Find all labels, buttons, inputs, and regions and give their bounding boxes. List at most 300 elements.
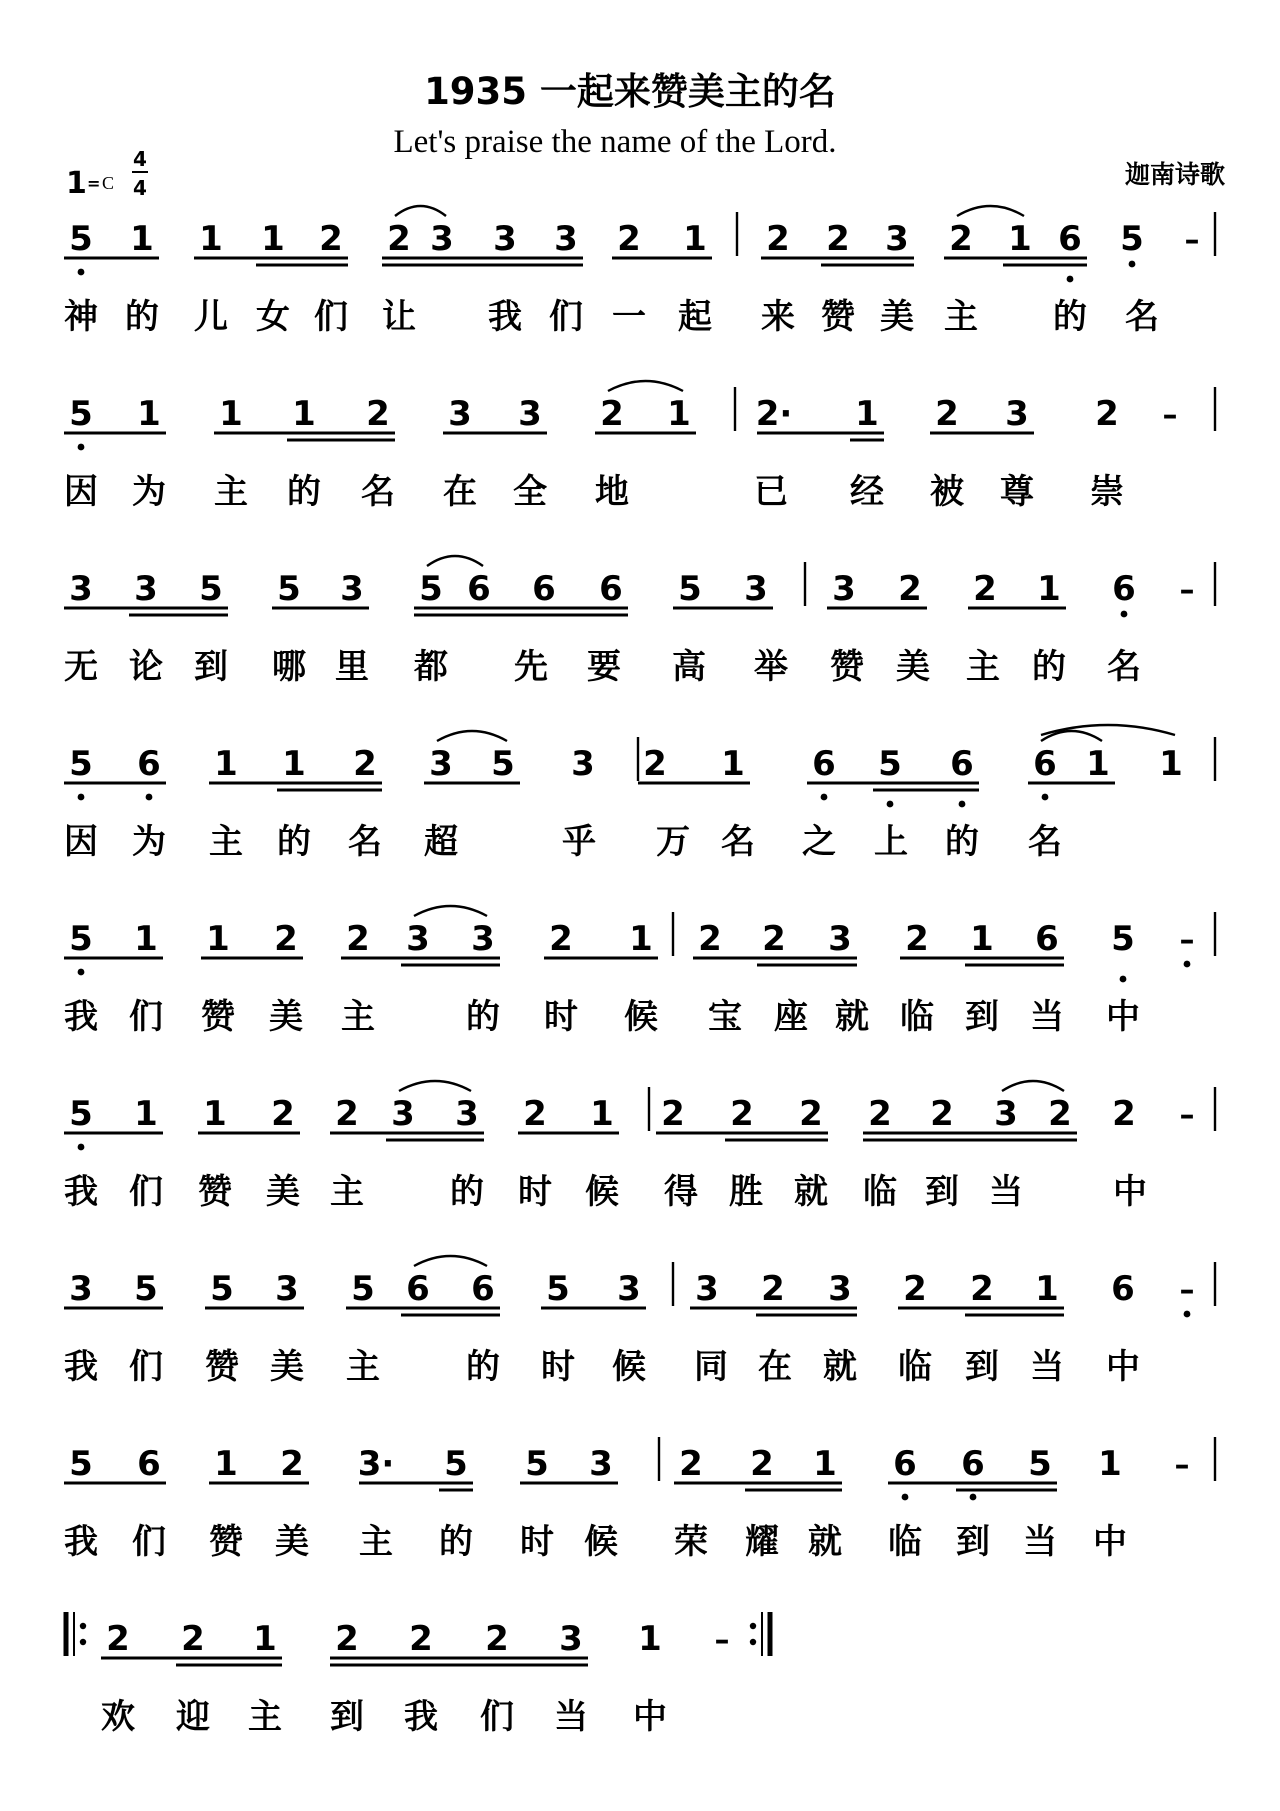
octave-dot xyxy=(1067,276,1074,283)
lyric: 临 xyxy=(863,1172,897,1212)
lyric: 乎 xyxy=(562,822,596,862)
lyric: 的 xyxy=(450,1172,484,1212)
note: 1 xyxy=(667,394,691,434)
slur xyxy=(1002,1081,1064,1091)
note: 5 xyxy=(69,744,93,784)
note: 1 xyxy=(1159,744,1183,784)
lyric: 已 xyxy=(754,472,788,512)
note: 2 xyxy=(730,1094,754,1134)
note: 1 xyxy=(214,1444,238,1484)
lyric: 主 xyxy=(214,472,248,512)
note: 2 xyxy=(366,394,390,434)
note: 5 xyxy=(546,1269,570,1309)
key-equals: = xyxy=(87,174,101,193)
lyric: 时 xyxy=(541,1347,575,1387)
score-row xyxy=(64,569,1195,687)
note: 3 xyxy=(391,1094,415,1134)
lyric: 主 xyxy=(248,1697,282,1737)
lyric: 当 xyxy=(1030,1347,1064,1387)
note: 1 xyxy=(1035,1269,1059,1309)
time-numerator: 4 xyxy=(133,147,147,171)
note: 5 xyxy=(1111,919,1135,959)
lyric: 荣 xyxy=(674,1522,708,1562)
note: 3 xyxy=(589,1444,613,1484)
note: 3 xyxy=(994,1094,1018,1134)
lyric: 我 xyxy=(404,1697,438,1737)
lyric: 到 xyxy=(965,997,999,1037)
lyric: 让 xyxy=(382,297,416,337)
lyric: 主 xyxy=(966,647,1000,687)
note: 1 xyxy=(1086,744,1110,784)
lyric: 名 xyxy=(1107,647,1141,687)
lyric: 美 xyxy=(275,1522,309,1562)
sustain-dash: – xyxy=(1184,223,1200,258)
note: 2 xyxy=(868,1094,892,1134)
note: 3 xyxy=(448,394,472,434)
note: 3 xyxy=(571,744,595,784)
note: 3 xyxy=(406,919,430,959)
lyric: 耀 xyxy=(745,1522,779,1562)
lyric: 里 xyxy=(335,647,369,687)
note: 2 xyxy=(679,1444,703,1484)
song-title: 1935 一起来赞美主的名 xyxy=(424,70,836,113)
lyric: 因 xyxy=(64,822,98,862)
lyric: 的 xyxy=(287,472,321,512)
lyric: 在 xyxy=(443,472,477,512)
lyric: 当 xyxy=(1023,1522,1057,1562)
note: 3 xyxy=(885,219,909,259)
lyric: 尊 xyxy=(1000,472,1034,512)
lyric: 上 xyxy=(874,822,908,862)
note: 2 xyxy=(750,1444,774,1484)
lyric: 主 xyxy=(330,1172,364,1212)
lyric: 我 xyxy=(488,297,522,337)
lyric: 美 xyxy=(270,1347,304,1387)
slur xyxy=(399,1081,471,1091)
lyric: 们 xyxy=(314,297,348,337)
note: 3 xyxy=(455,1094,479,1134)
octave-dot xyxy=(887,801,894,808)
repeat-dot xyxy=(750,1639,756,1645)
lyric: 的 xyxy=(466,997,500,1037)
note: 6 xyxy=(406,1269,430,1309)
lyric: 的 xyxy=(277,822,311,862)
lyric: 中 xyxy=(1093,1522,1127,1562)
lyric: 就 xyxy=(835,997,869,1037)
lyric: 美 xyxy=(896,647,930,687)
note: 6 xyxy=(137,744,161,784)
note: 5 xyxy=(199,569,223,609)
lyric: 们 xyxy=(129,1172,163,1212)
lyric: 赞 xyxy=(209,1522,243,1562)
note: 2 xyxy=(661,1094,685,1134)
lyric: 到 xyxy=(965,1347,999,1387)
note: 5 xyxy=(419,569,443,609)
lyric: 到 xyxy=(925,1172,959,1212)
lyric: 无 xyxy=(64,647,98,687)
octave-dot xyxy=(1184,961,1191,968)
lyric: 我 xyxy=(64,1522,98,1562)
note: 2 xyxy=(617,219,641,259)
octave-dot xyxy=(146,794,153,801)
note: 2· xyxy=(755,394,793,434)
note: 1 xyxy=(1098,1444,1122,1484)
lyric: 到 xyxy=(194,647,228,687)
lyric: 我 xyxy=(64,1347,98,1387)
note: 2 xyxy=(761,1269,785,1309)
note: 3 xyxy=(554,219,578,259)
lyric: 美 xyxy=(880,297,914,337)
note: 6 xyxy=(1035,919,1059,959)
lyric: 赞 xyxy=(205,1347,239,1387)
sustain-dash: – xyxy=(1162,398,1178,433)
slur xyxy=(395,206,446,216)
note: 5 xyxy=(69,219,93,259)
note: 1 xyxy=(721,744,745,784)
lyric: 都 xyxy=(414,647,448,687)
lyric: 论 xyxy=(129,647,163,687)
note: 2 xyxy=(698,919,722,959)
lyric: 同 xyxy=(694,1347,728,1387)
score-row xyxy=(64,1269,1195,1387)
note: 3 xyxy=(69,1269,93,1309)
sustain-dash: – xyxy=(714,1623,730,1658)
note: 5 xyxy=(69,1444,93,1484)
lyric: 之 xyxy=(802,822,836,862)
score-row xyxy=(64,919,1195,1037)
note: 3 xyxy=(1005,394,1029,434)
lyric: 中 xyxy=(1106,997,1140,1037)
note: 6 xyxy=(1058,219,1082,259)
note: 2 xyxy=(898,569,922,609)
note: 6 xyxy=(950,744,974,784)
note: 1 xyxy=(261,219,285,259)
lyric: 候 xyxy=(584,1522,618,1562)
note: 5 xyxy=(444,1444,468,1484)
octave-dot xyxy=(78,269,85,276)
lyric: 名 xyxy=(1125,297,1159,337)
note: 3· xyxy=(357,1444,395,1484)
lyric: 欢 xyxy=(101,1697,135,1737)
note: 1 xyxy=(683,219,707,259)
lyric: 临 xyxy=(898,1347,932,1387)
octave-dot xyxy=(78,794,85,801)
lyric: 超 xyxy=(424,822,458,862)
note: 2 xyxy=(935,394,959,434)
key-tonic: 1 xyxy=(66,166,87,201)
lyric: 候 xyxy=(612,1347,646,1387)
lyric: 的 xyxy=(125,297,159,337)
lyric: 赞 xyxy=(821,297,855,337)
lyric: 胜 xyxy=(729,1172,763,1212)
lyric: 宝 xyxy=(708,997,742,1037)
note: 6 xyxy=(812,744,836,784)
note: 1 xyxy=(137,394,161,434)
lyric: 候 xyxy=(585,1172,619,1212)
score-row xyxy=(101,1619,730,1737)
song-subtitle: Let's praise the name of the Lord. xyxy=(393,124,837,160)
note: 5 xyxy=(1028,1444,1052,1484)
lyric: 主 xyxy=(346,1347,380,1387)
note: 1 xyxy=(199,219,223,259)
note: 3 xyxy=(471,919,495,959)
octave-dot xyxy=(78,444,85,451)
lyric: 临 xyxy=(900,997,934,1037)
lyric: 临 xyxy=(888,1522,922,1562)
note: 1 xyxy=(253,1619,277,1659)
lyric: 先 xyxy=(514,647,548,687)
lyric: 神 xyxy=(64,297,98,337)
lyric: 名 xyxy=(348,822,382,862)
lyric: 就 xyxy=(808,1522,842,1562)
octave-dot xyxy=(78,1144,85,1151)
note: 2 xyxy=(766,219,790,259)
lyric: 被 xyxy=(930,472,964,512)
lyric: 来 xyxy=(761,297,795,337)
lyric: 起 xyxy=(678,297,712,337)
octave-dot xyxy=(78,969,85,976)
note: 6 xyxy=(961,1444,985,1484)
lyric: 因 xyxy=(64,472,98,512)
lyric: 地 xyxy=(595,472,629,512)
lyric: 赞 xyxy=(198,1172,232,1212)
lyric: 为 xyxy=(132,472,166,512)
note: 2 xyxy=(523,1094,547,1134)
note: 1 xyxy=(214,744,238,784)
repeat-dot xyxy=(80,1639,86,1645)
slur xyxy=(414,1256,487,1266)
note: 2 xyxy=(280,1444,304,1484)
note: 1 xyxy=(813,1444,837,1484)
lyric: 得 xyxy=(664,1172,698,1212)
lyric: 举 xyxy=(754,647,788,687)
note: 2 xyxy=(106,1619,130,1659)
lyric: 名 xyxy=(361,472,395,512)
note: 1 xyxy=(638,1619,662,1659)
sustain-dash: – xyxy=(1179,1098,1195,1133)
note: 2 xyxy=(905,919,929,959)
slur xyxy=(427,556,483,566)
time-denominator: 4 xyxy=(133,176,147,200)
key-letter: C xyxy=(102,173,115,193)
note: 3 xyxy=(493,219,517,259)
octave-dot xyxy=(902,1494,909,1501)
note: 2 xyxy=(762,919,786,959)
lyric: 时 xyxy=(544,997,578,1037)
note: 6 xyxy=(137,1444,161,1484)
note: 1 xyxy=(590,1094,614,1134)
note: 5 xyxy=(69,919,93,959)
note: 1 xyxy=(292,394,316,434)
lyric: 美 xyxy=(269,997,303,1037)
lyric: 崇 xyxy=(1090,472,1124,512)
lyric: 时 xyxy=(518,1172,552,1212)
note: 2 xyxy=(346,919,370,959)
lyric: 主 xyxy=(944,297,978,337)
lyric: 哪 xyxy=(272,647,306,687)
note: 2 xyxy=(600,394,624,434)
note: 1 xyxy=(203,1094,227,1134)
octave-dot xyxy=(1121,611,1128,618)
note: 5 xyxy=(491,744,515,784)
score-row xyxy=(64,1094,1195,1212)
note: 2 xyxy=(485,1619,509,1659)
note: 3 xyxy=(695,1269,719,1309)
note: 1 xyxy=(970,919,994,959)
note: 5 xyxy=(134,1269,158,1309)
note: 3 xyxy=(340,569,364,609)
sustain-dash: – xyxy=(1179,573,1195,608)
note: 2 xyxy=(1095,394,1119,434)
lyric: 美 xyxy=(266,1172,300,1212)
note: 5 xyxy=(210,1269,234,1309)
sustain-dash: – xyxy=(1174,1448,1190,1483)
lyric: 候 xyxy=(624,997,658,1037)
note: 2 xyxy=(387,219,411,259)
lyric: 名 xyxy=(721,822,755,862)
lyric: 到 xyxy=(330,1697,364,1737)
score-row xyxy=(64,219,1200,337)
lyric: 的 xyxy=(1053,297,1087,337)
note: 2 xyxy=(930,1094,954,1134)
note: 5 xyxy=(69,1094,93,1134)
note: 3 xyxy=(828,919,852,959)
lyric: 名 xyxy=(1028,822,1062,862)
note: 1 xyxy=(629,919,653,959)
lyric: 们 xyxy=(129,997,163,1037)
lyric: 们 xyxy=(132,1522,166,1562)
score-rows xyxy=(64,206,1215,1737)
note: 1 xyxy=(282,744,306,784)
octave-dot xyxy=(1129,261,1136,268)
note: 2 xyxy=(274,919,298,959)
lyric: 主 xyxy=(359,1522,393,1562)
note: 1 xyxy=(1008,219,1032,259)
slur xyxy=(957,206,1024,216)
lyric: 我 xyxy=(64,1172,98,1212)
key-signature xyxy=(66,147,148,201)
sustain-dash: – xyxy=(1179,1273,1195,1308)
note: 3 xyxy=(832,569,856,609)
repeat-dot xyxy=(750,1623,756,1629)
note: 5 xyxy=(878,744,902,784)
lyric: 们 xyxy=(129,1347,163,1387)
note: 2 xyxy=(973,569,997,609)
lyric: 主 xyxy=(341,997,375,1037)
note: 2 xyxy=(353,744,377,784)
lyric: 主 xyxy=(209,822,243,862)
lyric: 中 xyxy=(1106,1347,1140,1387)
note: 6 xyxy=(532,569,556,609)
note: 6 xyxy=(1112,569,1136,609)
octave-dot xyxy=(1184,1311,1191,1318)
lyric: 赞 xyxy=(201,997,235,1037)
note: 3 xyxy=(828,1269,852,1309)
note: 3 xyxy=(69,569,93,609)
lyric: 儿 xyxy=(194,297,228,337)
octave-dot xyxy=(970,1494,977,1501)
note: 6 xyxy=(1033,744,1057,784)
sustain-dash: – xyxy=(1179,923,1195,958)
note: 6 xyxy=(467,569,491,609)
octave-dot xyxy=(1042,794,1049,801)
note: 5 xyxy=(678,569,702,609)
lyric: 在 xyxy=(758,1347,792,1387)
note: 2 xyxy=(1048,1094,1072,1134)
lyric: 为 xyxy=(132,822,166,862)
lyric: 一 xyxy=(612,297,646,337)
note: 1 xyxy=(1037,569,1061,609)
note: 2 xyxy=(903,1269,927,1309)
octave-dot xyxy=(959,801,966,808)
lyric: 的 xyxy=(945,822,979,862)
repeat-dot xyxy=(80,1623,86,1629)
note: 2 xyxy=(949,219,973,259)
note: 3 xyxy=(518,394,542,434)
note: 3 xyxy=(429,744,453,784)
source-credit: 迦南诗歌 xyxy=(1124,160,1225,189)
lyric: 赞 xyxy=(830,647,864,687)
lyric: 当 xyxy=(989,1172,1023,1212)
note: 5 xyxy=(1120,219,1144,259)
note: 2 xyxy=(1112,1094,1136,1134)
note: 1 xyxy=(206,919,230,959)
note: 3 xyxy=(134,569,158,609)
lyric: 时 xyxy=(520,1522,554,1562)
note: 6 xyxy=(1111,1269,1135,1309)
note: 3 xyxy=(275,1269,299,1309)
note: 2 xyxy=(970,1269,994,1309)
note: 2 xyxy=(335,1619,359,1659)
lyric: 到 xyxy=(956,1522,990,1562)
lyric: 女 xyxy=(256,297,290,337)
lyric: 全 xyxy=(513,472,547,512)
note: 1 xyxy=(855,394,879,434)
note: 2 xyxy=(335,1094,359,1134)
note: 2 xyxy=(549,919,573,959)
note: 2 xyxy=(271,1094,295,1134)
note: 1 xyxy=(219,394,243,434)
lyric: 就 xyxy=(794,1172,828,1212)
octave-dot xyxy=(1120,976,1127,983)
slur xyxy=(437,731,507,741)
score-row xyxy=(64,744,1183,862)
lyric: 的 xyxy=(439,1522,473,1562)
note: 3 xyxy=(744,569,768,609)
note: 6 xyxy=(893,1444,917,1484)
note: 1 xyxy=(130,219,154,259)
lyric: 迎 xyxy=(176,1697,210,1737)
octave-dot xyxy=(821,794,828,801)
note: 3 xyxy=(617,1269,641,1309)
note: 1 xyxy=(134,1094,158,1134)
lyric: 我 xyxy=(64,997,98,1037)
lyric: 当 xyxy=(554,1697,588,1737)
note: 2 xyxy=(409,1619,433,1659)
slur xyxy=(608,381,683,391)
lyric: 的 xyxy=(466,1347,500,1387)
lyric: 要 xyxy=(587,647,621,687)
lyric: 就 xyxy=(823,1347,857,1387)
lyric: 们 xyxy=(549,297,583,337)
note: 6 xyxy=(471,1269,495,1309)
note: 2 xyxy=(826,219,850,259)
lyric: 万 xyxy=(656,822,690,862)
note: 6 xyxy=(599,569,623,609)
note: 3 xyxy=(559,1619,583,1659)
note: 1 xyxy=(134,919,158,959)
slur xyxy=(1041,725,1175,735)
